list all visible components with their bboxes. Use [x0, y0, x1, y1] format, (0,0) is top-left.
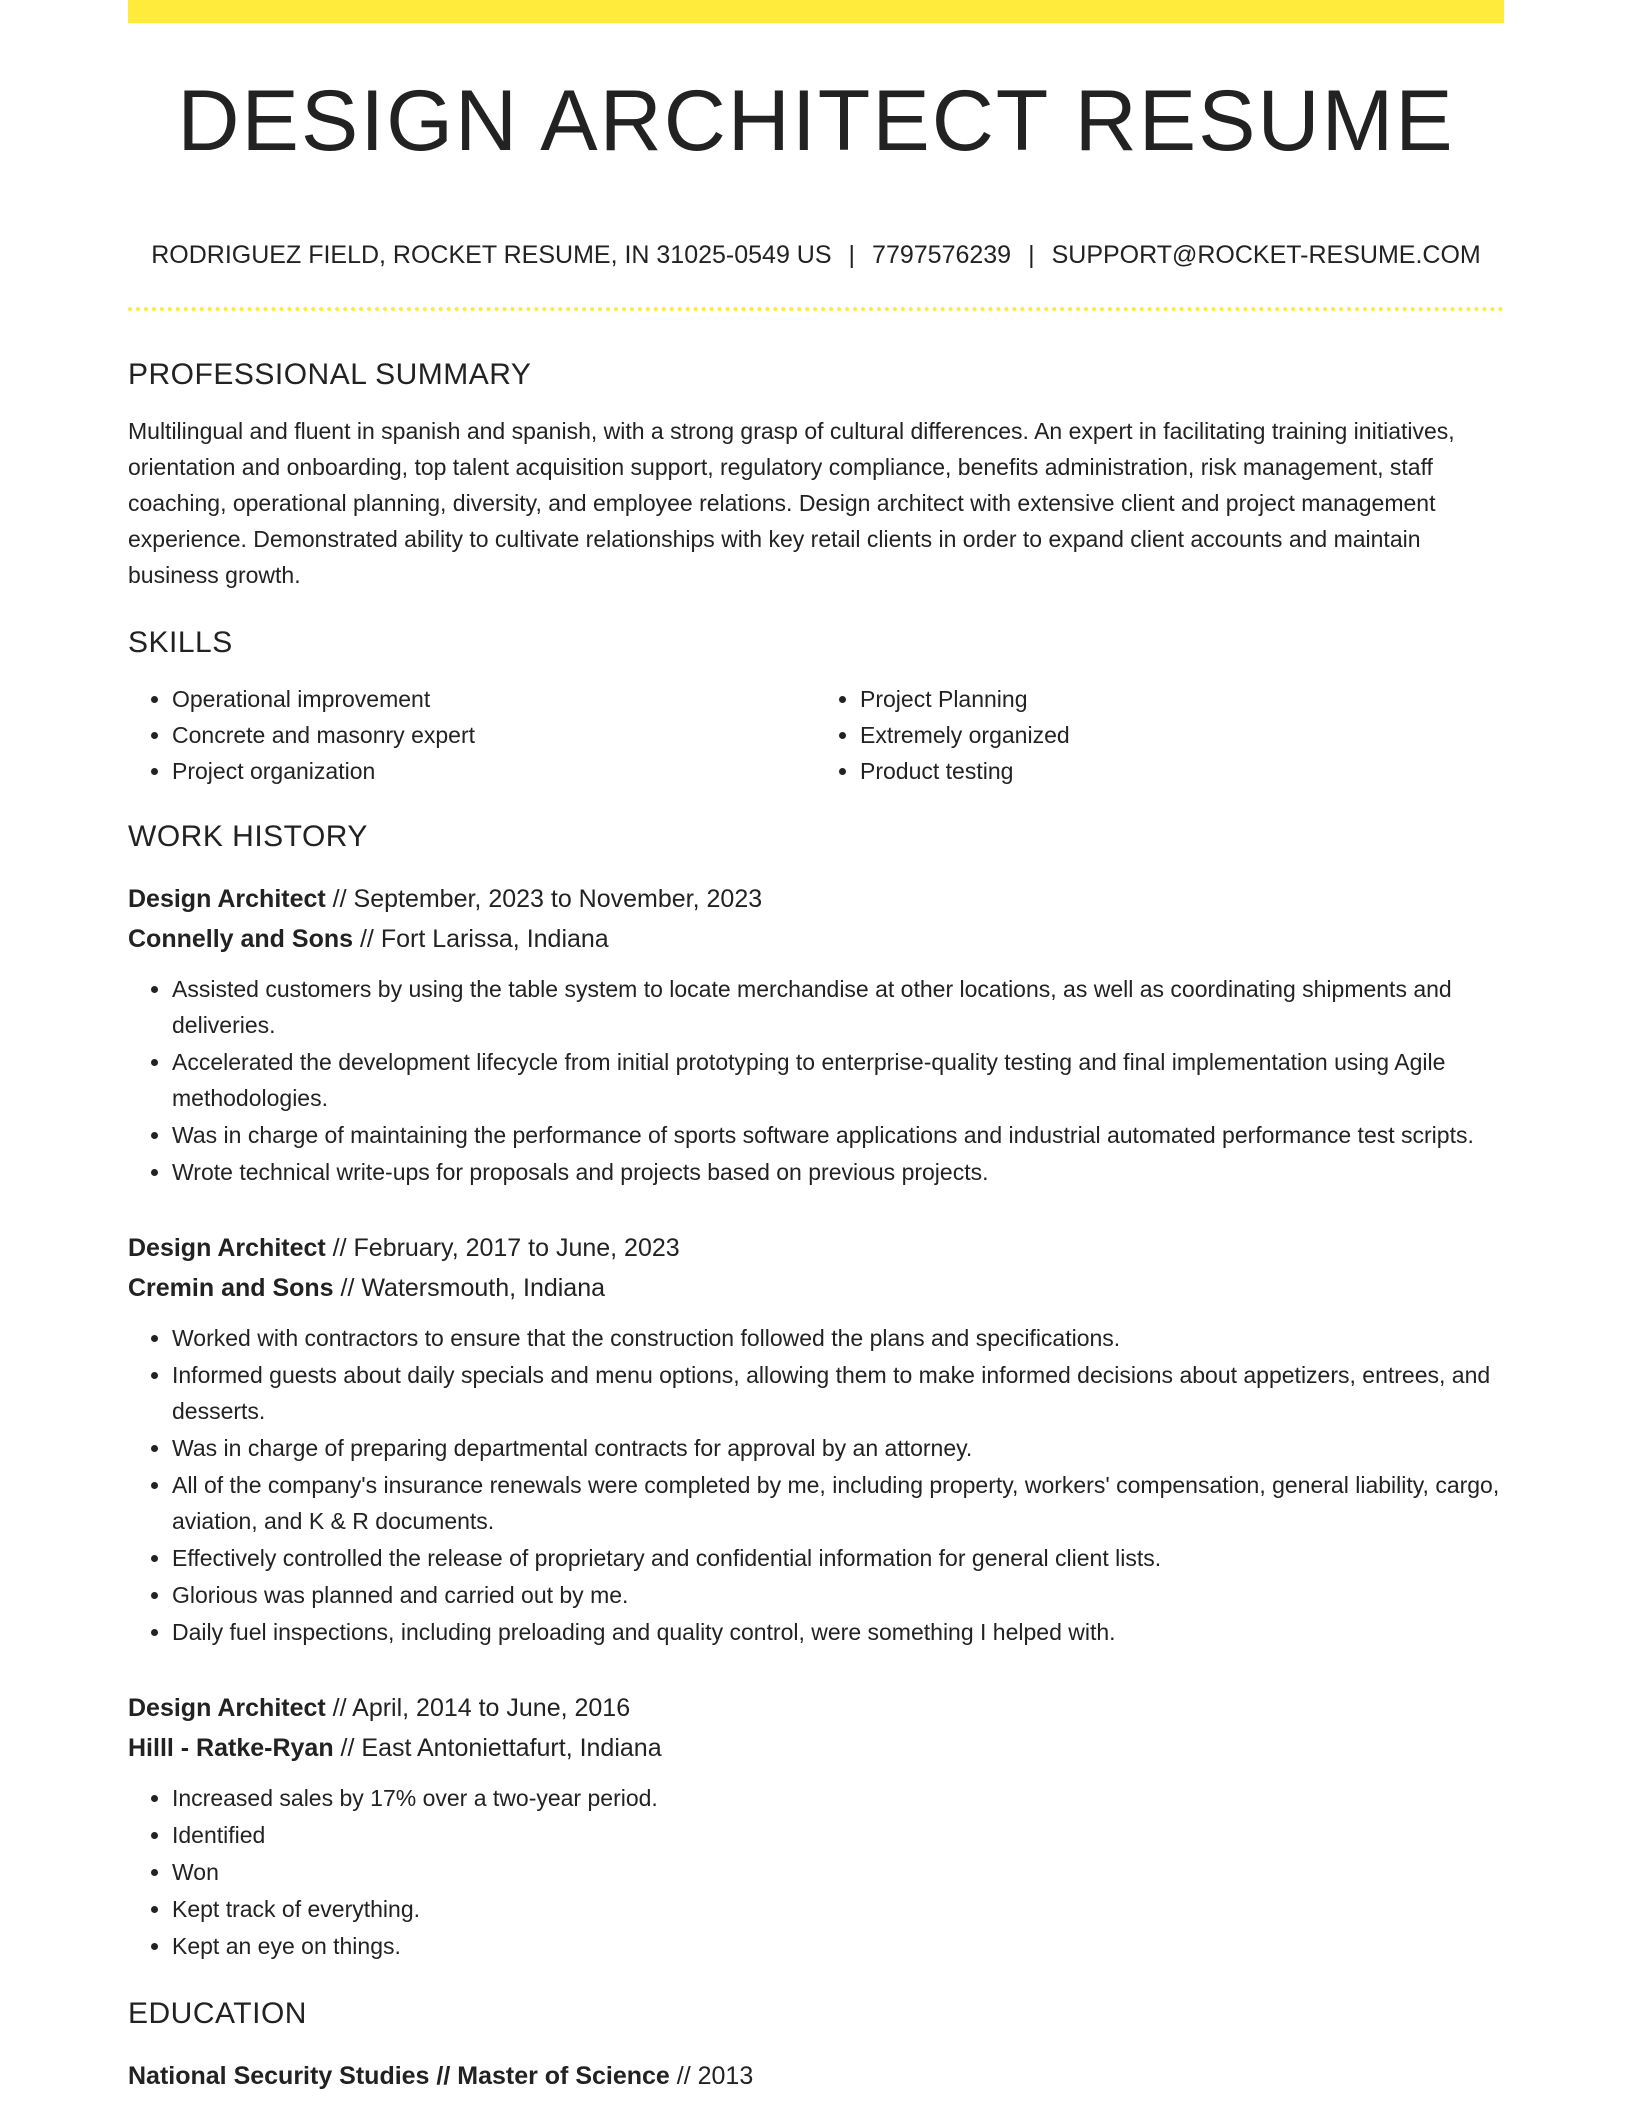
job-company: Hilll - Ratke-Ryan — [128, 1734, 334, 1762]
job-bullet: • Effectively controlled the release of proprietary and confidential information for general client lists. — [172, 1540, 1504, 1576]
skills-grid — [128, 681, 1504, 789]
summary-text: Multilingual and fluent in spanish and spanish, with a strong grasp of cultural differences. An expert in facilitating training initiatives, orientation and onboarding, top talent acquisition support, regulatory compliance, benefits administration, risk management, staff coaching, operational planning, diversity, and employee relations. Design architect with extensive client and project management experience. Demonstrated ability to cultivate relationships with key retail clients in order to expand client accounts and maintain business growth. — [128, 418, 1455, 588]
job-dates: // April, 2014 to June, 2016 — [325, 1694, 631, 1722]
job-bullet: • Won — [172, 1854, 1504, 1890]
job-company-line — [128, 919, 1504, 959]
skills-section — [128, 623, 1504, 789]
job-title: Design Architect — [128, 1234, 326, 1262]
skill-item: • Project Planning — [860, 681, 1504, 717]
skill-item: • Extremely organized — [860, 717, 1504, 753]
job-company-line — [128, 1728, 1504, 1768]
job-title-line — [128, 879, 1504, 919]
section-heading-education: EDUCATION — [128, 1997, 307, 2030]
job-location: // East Antoniettafurt, Indiana — [333, 1734, 662, 1762]
job-bullet: • Kept an eye on things. — [172, 1928, 1504, 1964]
job-title: Design Architect — [128, 885, 326, 913]
job-entry — [128, 879, 1504, 1190]
job-company-line — [128, 1268, 1504, 1308]
contact-line — [128, 239, 1504, 271]
job-bullet: • Was in charge of maintaining the performance of sports software applications and industrial automated performance test scripts. — [172, 1117, 1504, 1153]
contact-phone: 7797576239 — [872, 241, 1012, 269]
contact-address: RODRIGUEZ FIELD, ROCKET RESUME, IN 31025-0549 US — [151, 241, 832, 269]
resume-content — [128, 355, 1504, 2096]
resume-title: DESIGN ARCHITECT RESUME — [177, 73, 1455, 169]
education-section — [128, 1994, 1504, 2096]
contact-email: SUPPORT@ROCKET-RESUME.COM — [1051, 241, 1481, 269]
job-bullets — [128, 971, 1504, 1190]
dotted-divider — [128, 307, 1504, 311]
skill-item: • Concrete and masonry expert — [172, 717, 816, 753]
job-bullet: • Assisted customers by using the table system to locate merchandise at other locations, as well as coordinating shipments and deliveries. — [172, 971, 1504, 1043]
job-location: // Fort Larissa, Indiana — [353, 925, 609, 953]
contact-separator: | — [848, 241, 856, 269]
job-entry — [128, 1228, 1504, 1650]
job-dates: // September, 2023 to November, 2023 — [325, 885, 763, 913]
job-company: Cremin and Sons — [128, 1274, 334, 1302]
skill-item: • Project organization — [172, 753, 816, 789]
professional-summary-section — [128, 355, 1504, 593]
section-heading-skills: SKILLS — [128, 626, 233, 659]
job-title: Design Architect — [128, 1694, 326, 1722]
section-heading-summary: PROFESSIONAL SUMMARY — [128, 358, 532, 391]
job-bullets — [128, 1780, 1504, 1964]
education-year: // 2013 — [669, 2062, 754, 2090]
education-entry — [128, 2056, 1504, 2096]
job-bullet: • Worked with contractors to ensure that the construction followed the plans and specifications. — [172, 1320, 1504, 1356]
job-bullet: • Glorious was planned and carried out by me. — [172, 1577, 1504, 1613]
job-bullet: • Identified — [172, 1817, 1504, 1853]
section-heading-work-history: WORK HISTORY — [128, 820, 368, 853]
education-field-degree: National Security Studies // Master of Science — [128, 2062, 670, 2090]
resume-page — [128, 0, 1504, 2090]
job-bullet: • All of the company's insurance renewals were completed by me, including property, workers' compensation, general liability, cargo, aviation, and K & R documents. — [172, 1467, 1504, 1539]
skills-column-right — [816, 681, 1504, 789]
job-bullet: • Kept track of everything. — [172, 1891, 1504, 1927]
skills-column-left — [128, 681, 816, 789]
job-bullet: • Increased sales by 17% over a two-year period. — [172, 1780, 1504, 1816]
job-entry — [128, 1688, 1504, 1964]
job-dates: // February, 2017 to June, 2023 — [325, 1234, 680, 1262]
accent-top-bar — [128, 0, 1504, 23]
job-title-line — [128, 1688, 1504, 1728]
job-bullet: • Wrote technical write-ups for proposals and projects based on previous projects. — [172, 1154, 1504, 1190]
skill-item: • Product testing — [860, 753, 1504, 789]
work-history-section — [128, 817, 1504, 1964]
job-bullet: • Daily fuel inspections, including preloading and quality control, were something I helped with. — [172, 1614, 1504, 1650]
job-location: // Watersmouth, Indiana — [333, 1274, 606, 1302]
job-bullet: • Informed guests about daily specials and menu options, allowing them to make informed decisions about appetizers, entrees, and desserts. — [172, 1357, 1504, 1429]
job-title-line — [128, 1228, 1504, 1268]
job-bullets — [128, 1320, 1504, 1650]
contact-separator: | — [1028, 241, 1035, 269]
job-company: Connelly and Sons — [128, 925, 354, 953]
job-bullet: • Accelerated the development lifecycle from initial prototyping to enterprise-quality testing and final implementation using Agile methodologies. — [172, 1044, 1504, 1116]
job-bullet: • Was in charge of preparing departmental contracts for approval by an attorney. — [172, 1430, 1504, 1466]
skill-item: • Operational improvement — [172, 681, 816, 717]
